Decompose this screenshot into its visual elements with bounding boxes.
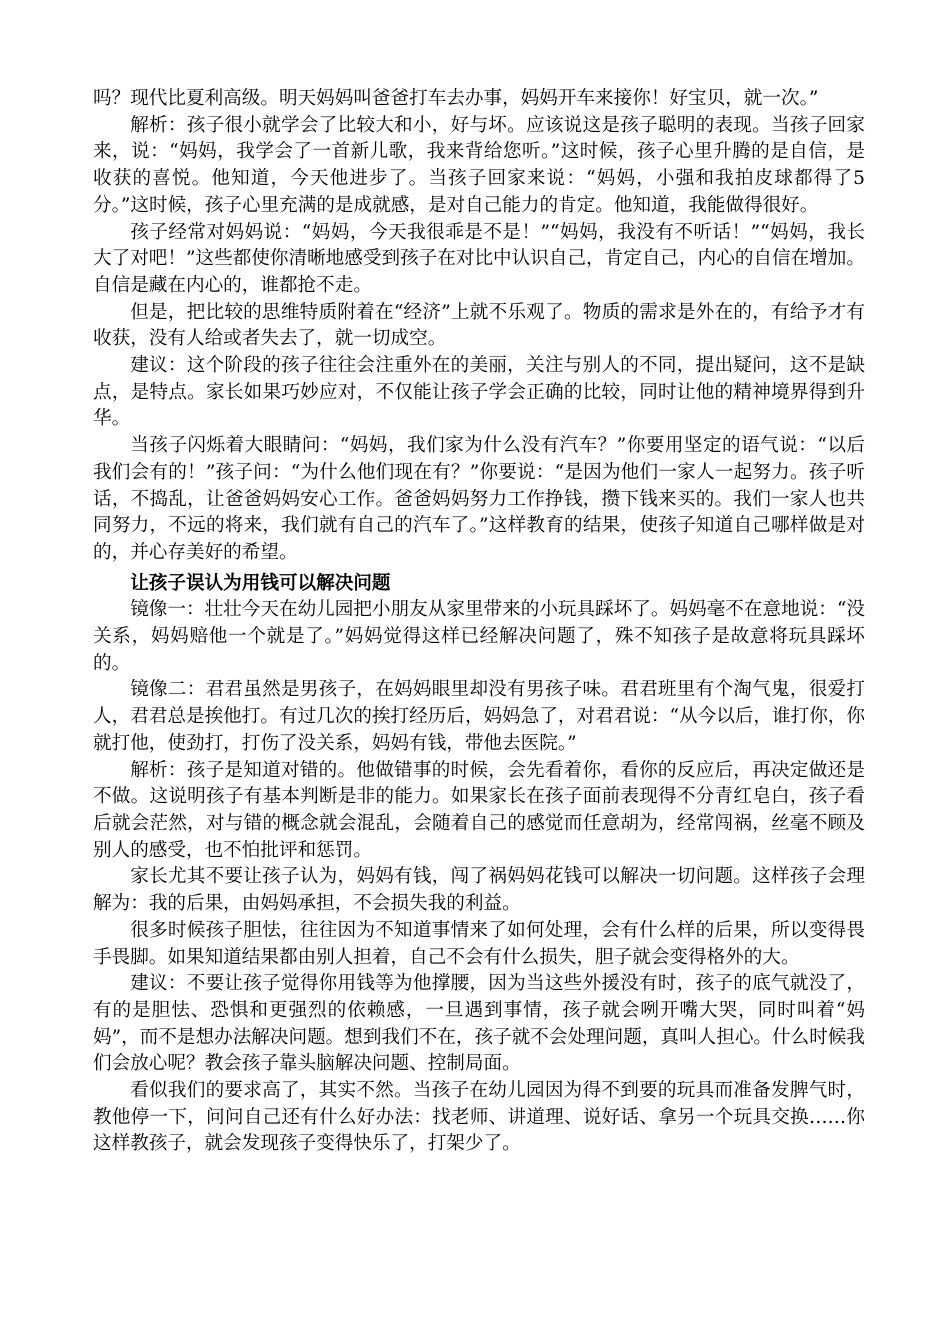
paragraph: 看似我们的要求高了，其实不然。当孩子在幼儿园因为得不到要的玩具而准备发脾气时，教他停一下，问问自己还有什么好办法：找老师、讲道理、说好话、拿另一个玩具交换……你这样教孩子，就会发现孩子变得快乐了，打架少了。 [93, 1080, 865, 1155]
section-heading: 让孩子误认为用钱可以解决问题 [130, 572, 391, 594]
paragraph: 解析：孩子很小就学会了比较大和小，好与坏。应该说这是孩子聪明的表现。当孩子回家来，说：“妈妈，我学会了一首新儿歌，我来背给您听。”这时候，孩子心里升腾的是自信，是收获的喜悦。他知道，今天他进步了。当孩子回家来说：“妈妈，小强和我拍皮球都得了5分。”这时候，孩子心里充满的是成就感，是对自己能力的肯定。他知道，我能做得很好。 [93, 114, 865, 216]
paragraph: 镜像二：君君虽然是男孩子，在妈妈眼里却没有男孩子味。君君班里有个淘气鬼，很爱打人，君君总是挨他打。有过几次的挨打经历后，妈妈急了，对君君说：“从今以后，谁打你，你就打他，使劲打，打伤了没关系，妈妈有钱，带他去医院。” [93, 679, 865, 754]
paragraph: 很多时候孩子胆怯，往往因为不知道事情来了如何处理，会有什么样的后果，所以变得畏手畏脚。如果知道结果都由别人担着，自己不会有什么损失，胆子就会变得格外的大。 [93, 919, 865, 968]
paragraph: 建议：不要让孩子觉得你用钱等为他撑腰，因为当这些外援没有时，孩子的底气就没了，有的是胆怯、恐惧和更强烈的依赖感，一旦遇到事情，孩子就会咧开嘴大哭，同时叫着“妈妈”，而不是想办法解决问题。想到我们不在，孩子就不会处理问题，真叫人担心。什么时候我们会放心呢？教会孩子靠头脑解决问题、控制局面。 [93, 973, 865, 1075]
paragraph: 镜像一：壮壮今天在幼儿园把小朋友从家里带来的小玩具踩坏了。妈妈毫不在意地说：“没关系，妈妈赔他一个就是了。”妈妈觉得这样已经解决问题了，殊不知孩子是故意将玩具踩坏的。 [93, 599, 865, 674]
paragraph: 孩子经常对妈妈说：“妈妈，今天我很乖是不是！”“妈妈，我没有不听话！”“妈妈，我长大了对吧！”这些都使你清晰地感受到孩子在对比中认识自己，肯定自己，内心的自信在增加。自信是藏在内心的，谁都抢不走。 [93, 221, 865, 296]
paragraph: 当孩子闪烁着大眼睛问：“妈妈，我们家为什么没有汽车？”你要用坚定的语气说：“以后我们会有的！”孩子问：“为什么他们现在有？”你要说：“是因为他们一家人一起努力。孩子听话，不捣乱，让爸爸妈妈安心工作。爸爸妈妈努力工作挣钱，攒下钱来买的。我们一家人也共同努力，不远的将来，我们就有自己的汽车了。”这样教育的结果，使孩子知道自己哪样做是对的，并心存美好的希望。 [93, 435, 865, 563]
paragraph: 解析：孩子是知道对错的。他做错事的时候，会先看着你，看你的反应后，再决定做还是不做。这说明孩子有基本判断是非的能力。如果家长在孩子面前表现得不分青红皂白，孩子看后就会茫然，对与错的概念就会混乱，会随着自己的感觉而任意胡为，经常闯祸，丝毫不顾及别人的感受，也不怕批评和惩罚。 [93, 759, 865, 861]
paragraph: 家长尤其不要让孩子认为，妈妈有钱，闯了祸妈妈花钱可以解决一切问题。这样孩子会理解为：我的后果，由妈妈承担，不会损失我的利益。 [93, 866, 865, 915]
paragraph: 但是，把比较的思维特质附着在“经济”上就不乐观了。物质的需求是外在的，有给予才有收获，没有人给或者失去了，就一切成空。 [93, 301, 865, 350]
paragraph: 吗？现代比夏利高级。明天妈妈叫爸爸打车去办事，妈妈开车来接你！好宝贝，就一次。” [93, 88, 819, 109]
document-page [93, 86, 865, 1158]
paragraph: 建议：这个阶段的孩子往往会注重外在的美丽，关注与别人的不同，提出疑问，这不是缺点，是特点。家长如果巧妙应对，不仅能让孩子学会正确的比较，同时让他的精神境界得到升华。 [93, 355, 865, 430]
